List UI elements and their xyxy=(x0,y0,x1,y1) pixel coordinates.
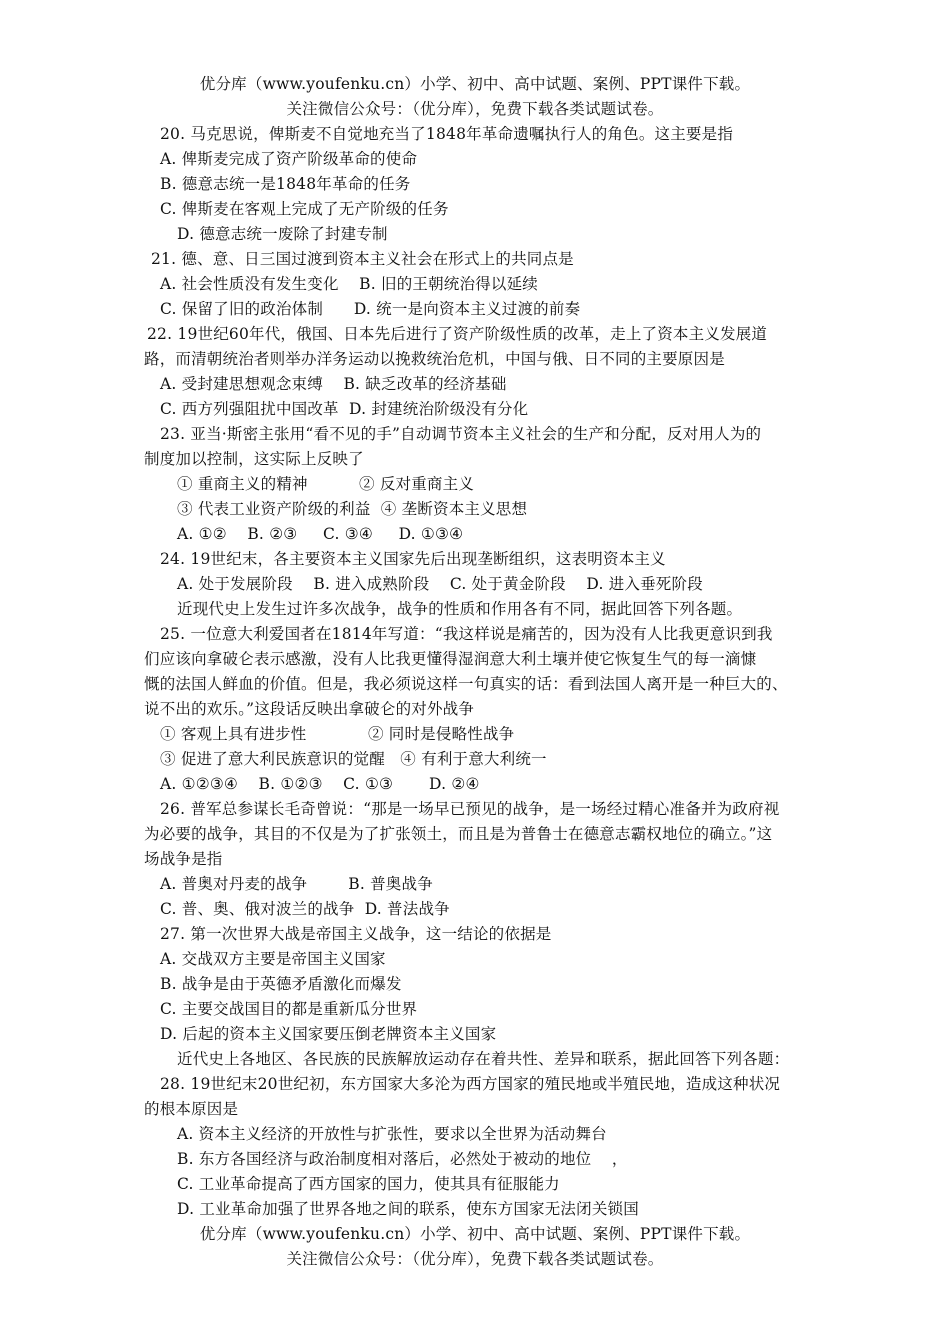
question-25-items-12: ① 客观上具有进步性 ② 同时是侵略性战争 xyxy=(160,725,515,743)
header-line-1: 优分库（www.youfenku.cn）小学、初中、高中试题、案例、PPT课件下载。 xyxy=(199,75,751,93)
question-20-option-c: C. 俾斯麦在客观上完成了无产阶级的任务 xyxy=(160,200,449,218)
footer-line-1: 优分库（www.youfenku.cn）小学、初中、高中试题、案例、PPT课件下载。 xyxy=(199,1225,751,1243)
question-21-options-cd: C. 保留了旧的政治体制 D. 统一是向资本主义过渡的前奏 xyxy=(160,300,581,318)
question-28-stem-line-1: 28. 19世纪末20世纪初，东方国家大多沦为西方国家的殖民地或半殖民地，造成这种状况 xyxy=(160,1075,781,1093)
question-28-option-a: A. 资本主义经济的开放性与扩张性，要求以全世界为活动舞台 xyxy=(177,1125,607,1143)
question-24-stem: 24. 19世纪末，各主要资本主义国家先后出现垄断组织，这表明资本主义 xyxy=(160,550,666,568)
question-20-option-d: D. 德意志统一废除了封建专制 xyxy=(177,225,388,243)
question-26-stem-line-1: 26. 普军总参谋长毛奇曾说：“那是一场早已预见的战争，是一场经过精心准备并为政府视 xyxy=(160,800,780,818)
question-25-stem-line-2: 们应该向拿破仑表示感激，没有人比我更懂得湿润意大利土壤并使它恢复生气的每一滴慷 xyxy=(144,650,757,668)
question-23-items-34: ③ 代表工业资产阶级的利益 ④ 垄断资本主义思想 xyxy=(177,500,528,518)
section-intro-liberation: 近代史上各地区、各民族的民族解放运动存在着共性、差异和联系，据此回答下列各题： xyxy=(177,1050,790,1068)
question-23-options: A. ①② B. ②③ C. ③④ D. ①③④ xyxy=(177,525,464,543)
question-25-options: A. ①②③④ B. ①②③ C. ①③ D. ②④ xyxy=(160,775,480,793)
question-20-option-b: B. 德意志统一是1848年革命的任务 xyxy=(160,175,411,193)
question-28-option-d: D. 工业革命加强了世界各地之间的联系，使东方国家无法闭关锁国 xyxy=(177,1200,639,1218)
question-26-stem-line-3: 场战争是指 xyxy=(144,850,223,868)
question-27-option-d: D. 后起的资本主义国家要压倒老牌资本主义国家 xyxy=(160,1025,497,1043)
question-28-stem-line-2: 的根本原因是 xyxy=(144,1100,239,1118)
question-23-stem-line-2: 制度加以控制，这实际上反映了 xyxy=(144,450,364,468)
question-27-option-a: A. 交战双方主要是帝国主义国家 xyxy=(160,950,386,968)
question-26-stem-line-2: 为必要的战争，其目的不仅是为了扩张领土，而且是为普鲁士在德意志霸权地位的确立。”这 xyxy=(144,825,773,843)
question-27-option-c: C. 主要交战国目的都是重新瓜分世界 xyxy=(160,1000,418,1018)
question-28-option-c: C. 工业革命提高了西方国家的国力，使其具有征服能力 xyxy=(177,1175,560,1193)
question-25-items-34: ③ 促进了意大利民族意识的觉醒 ④ 有利于意大利统一 xyxy=(160,750,547,768)
question-28-option-b: B. 东方各国经济与政治制度相对落后，必然处于被动的地位 ， xyxy=(177,1150,628,1168)
question-26-options-cd: C. 普、奥、俄对波兰的战争 D. 普法战争 xyxy=(160,900,450,918)
question-21-stem: 21. 德、意、日三国过渡到资本主义社会在形式上的共同点是 xyxy=(151,250,574,268)
question-27-stem: 27. 第一次世界大战是帝国主义战争，这一结论的依据是 xyxy=(160,925,552,943)
question-24-options: A. 处于发展阶段 B. 进入成熟阶段 C. 处于黄金阶段 D. 进入垂死阶段 xyxy=(177,575,703,593)
question-21-options-ab: A. 社会性质没有发生变化 B. 旧的王朝统治得以延续 xyxy=(160,275,539,293)
question-27-option-b: B. 战争是由于英德矛盾激化而爆发 xyxy=(160,975,402,993)
question-22-stem-line-1: 22. 19世纪60年代，俄国、日本先后进行了资产阶级性质的改革，走上了资本主义发展道 xyxy=(147,325,768,343)
section-intro-wars: 近现代史上发生过许多次战争，战争的性质和作用各有不同，据此回答下列各题。 xyxy=(177,600,743,618)
header-line-2: 关注微信公众号：（优分库），免费下载各类试题试卷。 xyxy=(286,100,664,118)
question-23-stem-line-1: 23. 亚当·斯密主张用“看不见的手”自动调节资本主义社会的生产和分配，反对用人为的 xyxy=(160,425,762,443)
question-23-items-12: ① 重商主义的精神 ② 反对重商主义 xyxy=(177,475,475,493)
question-25-stem-line-4: 说不出的欢乐。”这段话反映出拿破仑的对外战争 xyxy=(144,700,475,718)
question-20-option-a: A. 俾斯麦完成了资产阶级革命的使命 xyxy=(160,150,418,168)
footer-line-2: 关注微信公众号：（优分库），免费下载各类试题试卷。 xyxy=(286,1250,664,1268)
question-22-stem-line-2: 路，而清朝统治者则举办洋务运动以挽救统治危机，中国与俄、日不同的主要原因是 xyxy=(144,350,725,368)
question-26-options-ab: A. 普奥对丹麦的战争 B. 普奥战争 xyxy=(160,875,433,893)
question-22-options-ab: A. 受封建思想观念束缚 B. 缺乏改革的经济基础 xyxy=(160,375,507,393)
question-25-stem-line-1: 25. 一位意大利爱国者在1814年写道：“我这样说是痛苦的，因为没有人比我更意识到我 xyxy=(160,625,773,643)
question-25-stem-line-3: 慨的法国人鲜血的价值。但是，我必须说这样一句真实的话：看到法国人离开是一种巨大的、 xyxy=(144,675,788,693)
question-22-options-cd: C. 西方列强阻扰中国改革 D. 封建统治阶级没有分化 xyxy=(160,400,529,418)
question-20-stem: 20. 马克思说，俾斯麦不自觉地充当了1848年革命遗嘱执行人的角色。这主要是指 xyxy=(160,125,734,143)
